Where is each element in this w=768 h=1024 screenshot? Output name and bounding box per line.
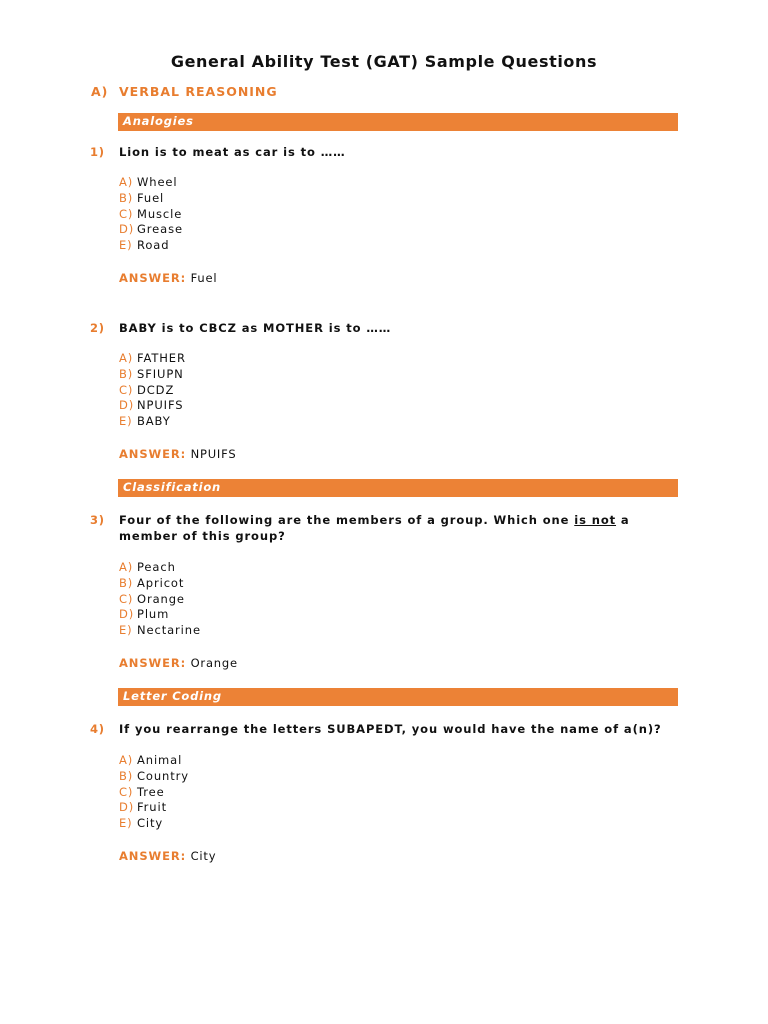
- option-item: [119, 351, 186, 367]
- option-letter: D): [119, 607, 135, 622]
- category-bar-letter-coding: [118, 688, 678, 706]
- option-text: Muscle: [137, 206, 183, 221]
- option-text: Tree: [137, 784, 165, 799]
- option-letter: A): [119, 753, 134, 767]
- option-item: [119, 175, 183, 191]
- option-item: [119, 367, 186, 383]
- question-number: 2): [90, 321, 105, 335]
- answer-label: ANSWER:: [119, 656, 187, 670]
- option-text: Fuel: [137, 190, 165, 205]
- category-bar-classification: [118, 479, 678, 497]
- answer-label: ANSWER:: [119, 447, 187, 461]
- answer-line: [119, 447, 236, 461]
- option-item: [119, 607, 201, 623]
- option-letter: A): [119, 560, 134, 574]
- option-letter: C): [119, 382, 134, 397]
- option-list: [119, 753, 189, 832]
- answer-line: [119, 656, 238, 670]
- option-item: [119, 576, 201, 592]
- answer-value: NPUIFS: [190, 447, 237, 461]
- answer-line: [119, 849, 216, 863]
- question-text: [119, 512, 684, 544]
- option-item: [119, 753, 189, 769]
- answer-label: ANSWER:: [119, 271, 187, 285]
- option-letter: C): [119, 784, 134, 799]
- option-item: [119, 238, 183, 254]
- section-heading: [91, 84, 278, 99]
- question-text: If you rearrange the letters SUBAPEDT, you would have the name of a(n)?: [119, 722, 662, 736]
- answer-value: City: [190, 849, 217, 863]
- option-item: [119, 191, 183, 207]
- option-text: Wheel: [137, 175, 178, 189]
- option-letter: E): [119, 238, 133, 253]
- option-item: [119, 785, 189, 801]
- option-item: [119, 414, 186, 430]
- answer-value: Fuel: [190, 271, 218, 285]
- option-text: Peach: [137, 560, 176, 574]
- option-letter: C): [119, 591, 134, 606]
- option-text: FATHER: [137, 351, 186, 365]
- section-label: VERBAL REASONING: [119, 84, 278, 99]
- option-letter: D): [119, 222, 135, 237]
- category-bar-analogies: [118, 113, 678, 131]
- category-bar-label: Classification: [123, 480, 222, 494]
- question-number: 3): [90, 513, 105, 527]
- answer-label: ANSWER:: [119, 849, 187, 863]
- category-bar-label: Letter Coding: [123, 689, 222, 703]
- option-item: [119, 816, 189, 832]
- answer-line: [119, 271, 217, 285]
- option-letter: E): [119, 623, 133, 638]
- option-text: BABY: [137, 414, 171, 429]
- option-text: Apricot: [137, 575, 185, 590]
- question-number: 4): [90, 722, 105, 736]
- answer-value: Orange: [190, 656, 238, 670]
- question-text-emphasis: is not: [574, 513, 617, 527]
- option-text: Nectarine: [137, 623, 201, 638]
- option-text: DCDZ: [137, 382, 175, 397]
- question-text: Lion is to meat as car is to ……: [119, 145, 346, 159]
- question-text-part: Four of the following are the members of a group. Which one: [119, 513, 575, 527]
- option-item: [119, 207, 183, 223]
- question-text-part: a member of this group?: [119, 513, 630, 543]
- option-item: [119, 592, 201, 608]
- option-letter: A): [119, 351, 134, 365]
- option-text: Orange: [137, 591, 185, 606]
- option-letter: B): [119, 575, 134, 590]
- option-letter: B): [119, 768, 134, 783]
- option-text: Road: [137, 238, 170, 253]
- option-letter: D): [119, 398, 135, 413]
- category-bar-label: Analogies: [123, 114, 194, 128]
- option-item: [119, 398, 186, 414]
- option-text: Fruit: [137, 800, 167, 815]
- option-letter: B): [119, 366, 134, 381]
- option-list: [119, 560, 201, 639]
- question-text: BABY is to CBCZ as MOTHER is to ……: [119, 321, 392, 335]
- option-list: [119, 351, 186, 430]
- option-list: [119, 175, 183, 254]
- option-item: [119, 769, 189, 785]
- option-item: [119, 623, 201, 639]
- page-title: General Ability Test (GAT) Sample Questions: [170, 52, 598, 71]
- option-item: [119, 383, 186, 399]
- option-letter: B): [119, 190, 134, 205]
- question-number: 1): [90, 145, 105, 159]
- option-letter: D): [119, 800, 135, 815]
- section-letter: A): [91, 84, 109, 99]
- option-text: Animal: [137, 753, 183, 767]
- option-text: Country: [137, 768, 189, 783]
- option-item: [119, 560, 201, 576]
- option-letter: C): [119, 206, 134, 221]
- option-text: SFIUPN: [137, 366, 184, 381]
- option-text: NPUIFS: [137, 398, 184, 413]
- option-letter: E): [119, 816, 133, 831]
- option-item: [119, 222, 183, 238]
- option-letter: E): [119, 414, 133, 429]
- option-text: Plum: [137, 607, 170, 622]
- option-letter: A): [119, 175, 134, 189]
- option-text: City: [137, 816, 164, 831]
- option-item: [119, 800, 189, 816]
- option-text: Grease: [137, 222, 183, 237]
